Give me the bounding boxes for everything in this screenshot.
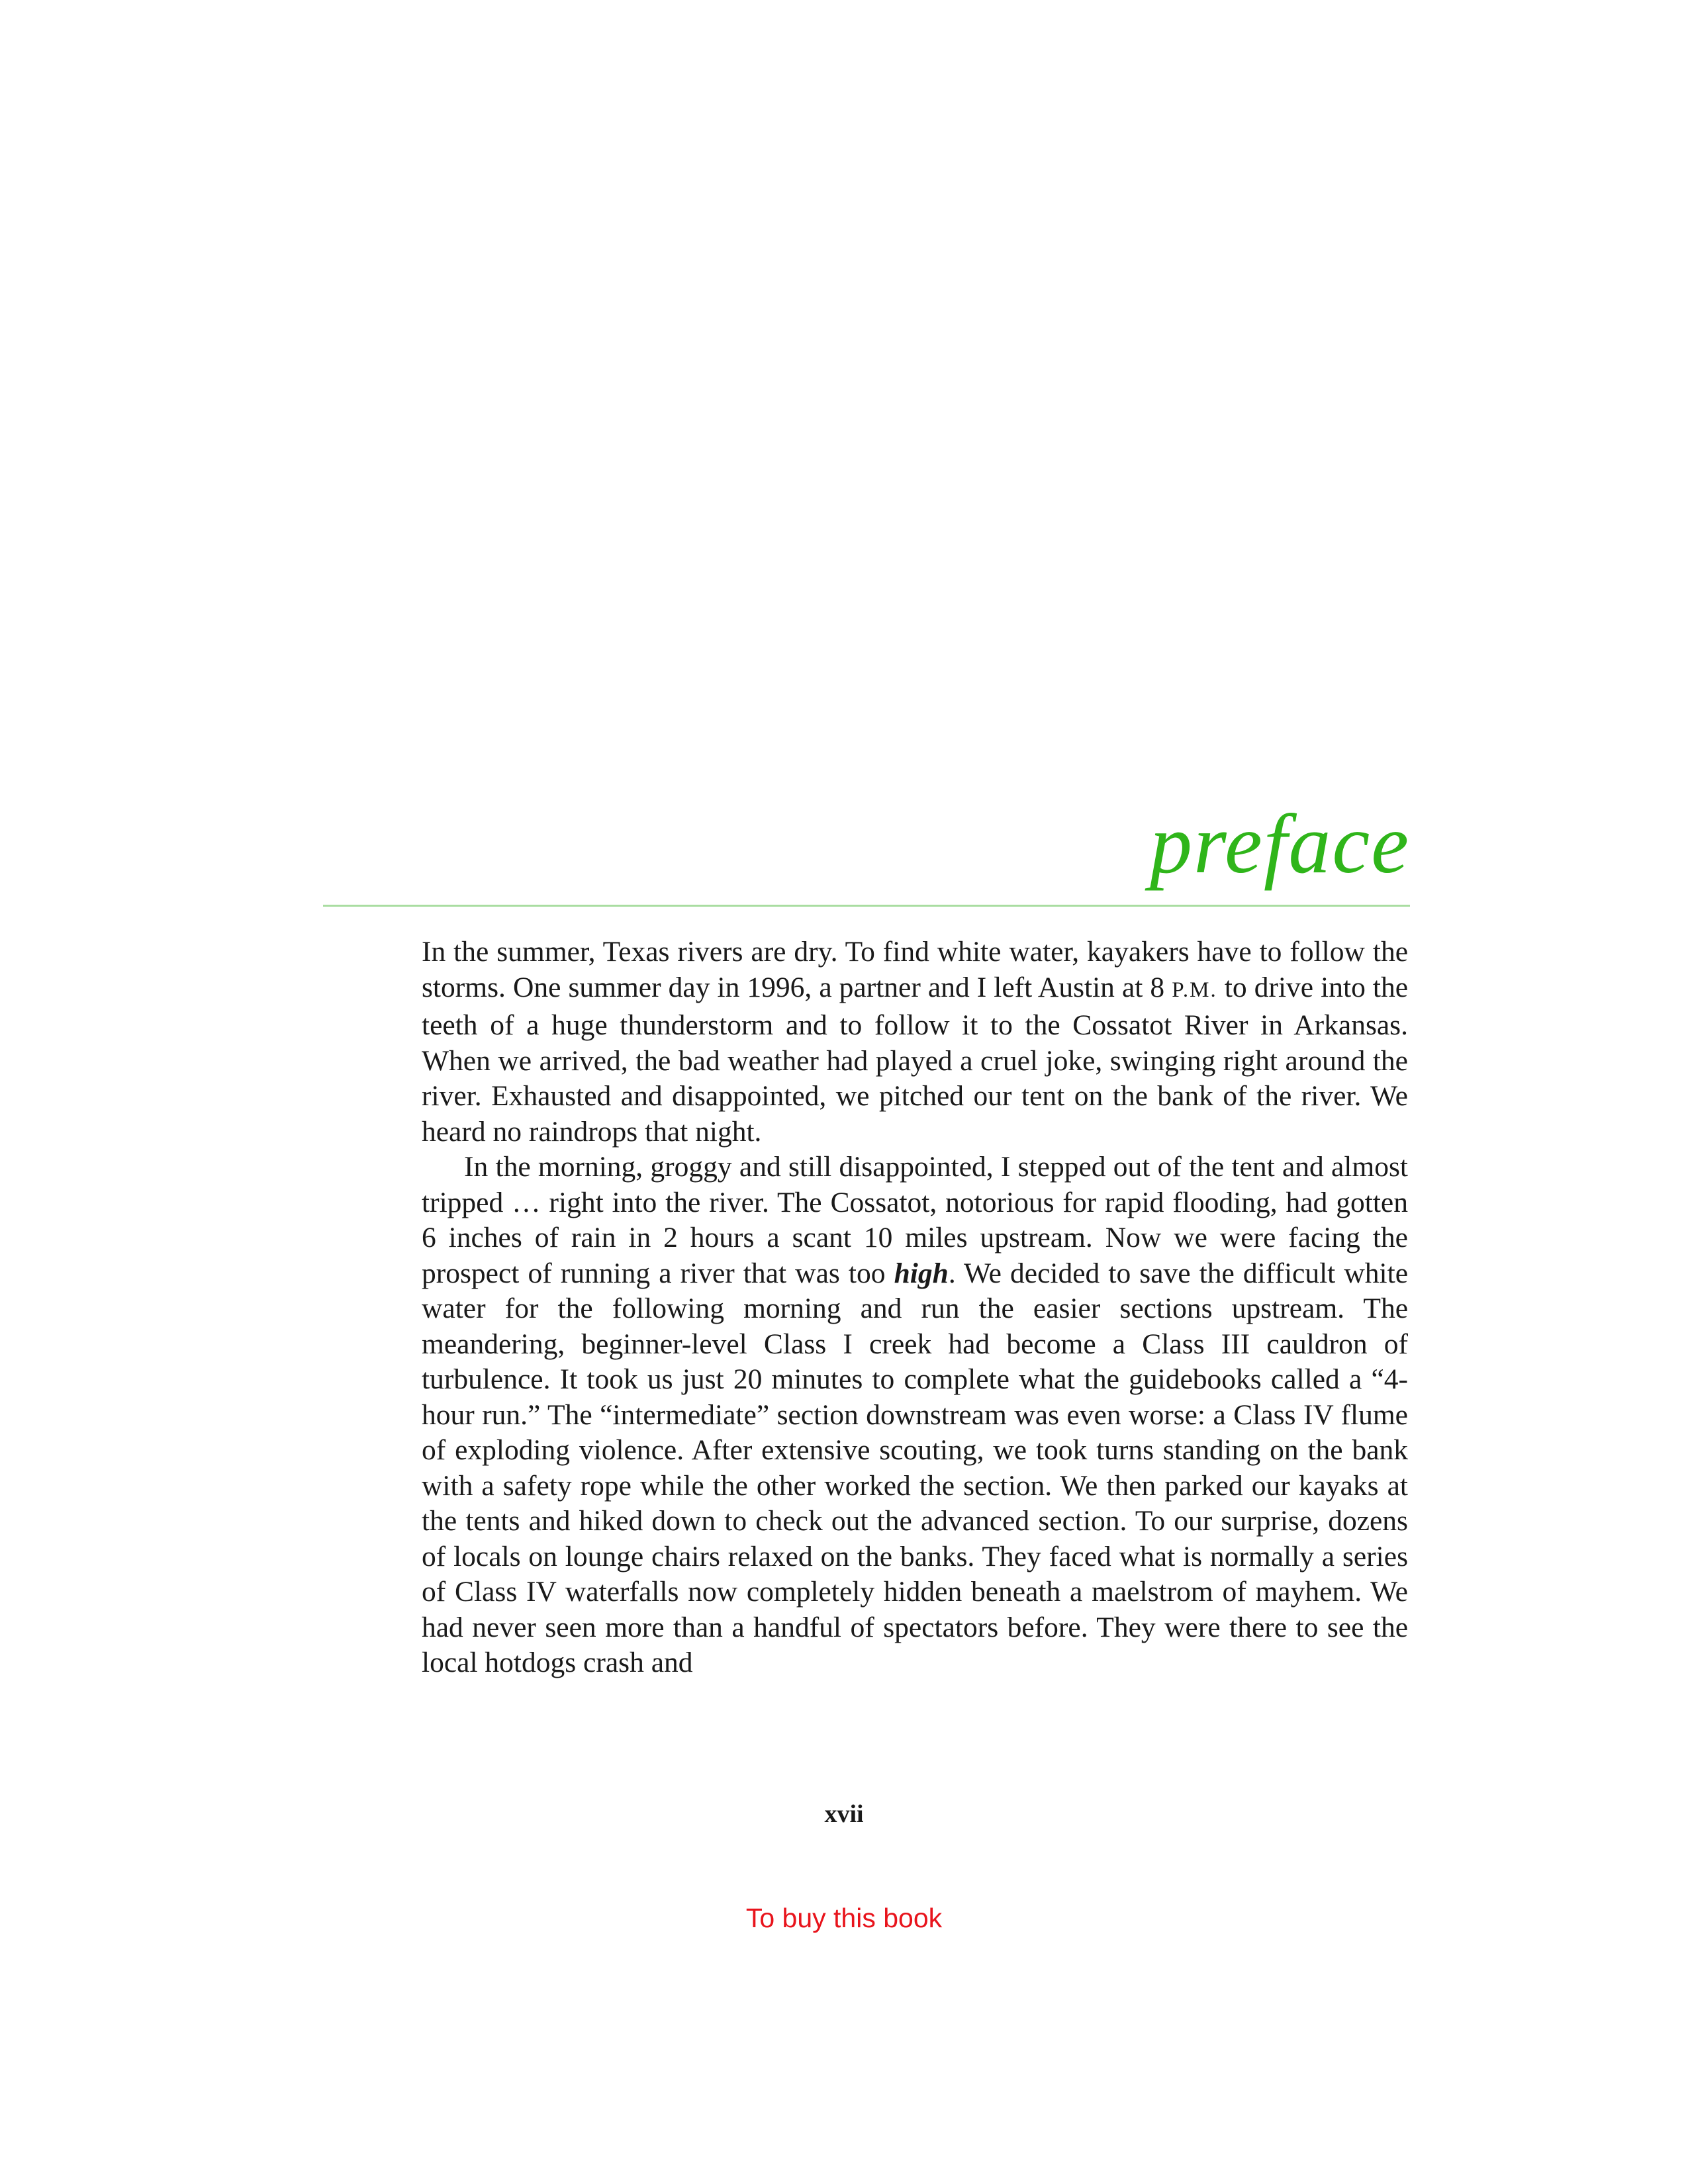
paragraph-1 — [422, 934, 1408, 1150]
paragraph-1-text: In the summer, Texas rivers are dry. To find white water, kayakers have to follow the storms. One summer day in 1996, a partner and I left Austin at 8 — [422, 936, 1408, 1003]
page-number: xvii — [824, 1800, 864, 1828]
paragraph-2-text-b: . We decided to save the difficult white water for the following morning and run the easier sections upstream. The meandering, beginner-level Class I creek had become a Class III cauldron of turbulence. It took us just 20 minutes to complete what the guidebooks called a “4-hour run.” The “intermediate” section downstream was even worse: a Class IV flume of exploding violence. After extensive scouting, we took turns standing on the bank with a safety rope while the other worked the section. We then parked our kayaks at the tents and hiked down to check out the advanced section. To our surprise, dozens of locals on lounge chairs relaxed on the banks. They faced what is normally a series of Class IV waterfalls now completely hidden beneath a maelstrom of mayhem. We had never seen more than a handful of spectators before. They were there to see the local hotdogs crash and — [422, 1257, 1409, 1678]
paragraph-1-rest: to drive into the teeth of a huge thunderstorm and to follow it to the Cossatot River in Arkansas. When we arrived, the bad weather had played a cruel joke, swinging right around the river. Exhausted and disappointed, we pitched our tent on the bank of the river. We heard no raindrops that night. — [422, 971, 1409, 1148]
paragraph-2-text-a: In the morning, groggy and still disappointed, I stepped out of the tent and almost tripped … right into the river. The Cossatot, notorious for rapid flooding, had gotten 6 inches of rain in 2 hours a scant 10 miles upstream. Now we were facing the prospect of running a river that was too — [422, 1151, 1408, 1289]
body-text — [422, 934, 1408, 1681]
title-divider — [323, 905, 1410, 907]
time-abbreviation: P.M. — [1172, 978, 1217, 1002]
buy-book-link[interactable]: To buy this book — [745, 1903, 943, 1933]
chapter-title: preface — [1149, 797, 1410, 891]
emphasized-word: high — [894, 1257, 949, 1289]
paragraph-2 — [422, 1150, 1408, 1681]
